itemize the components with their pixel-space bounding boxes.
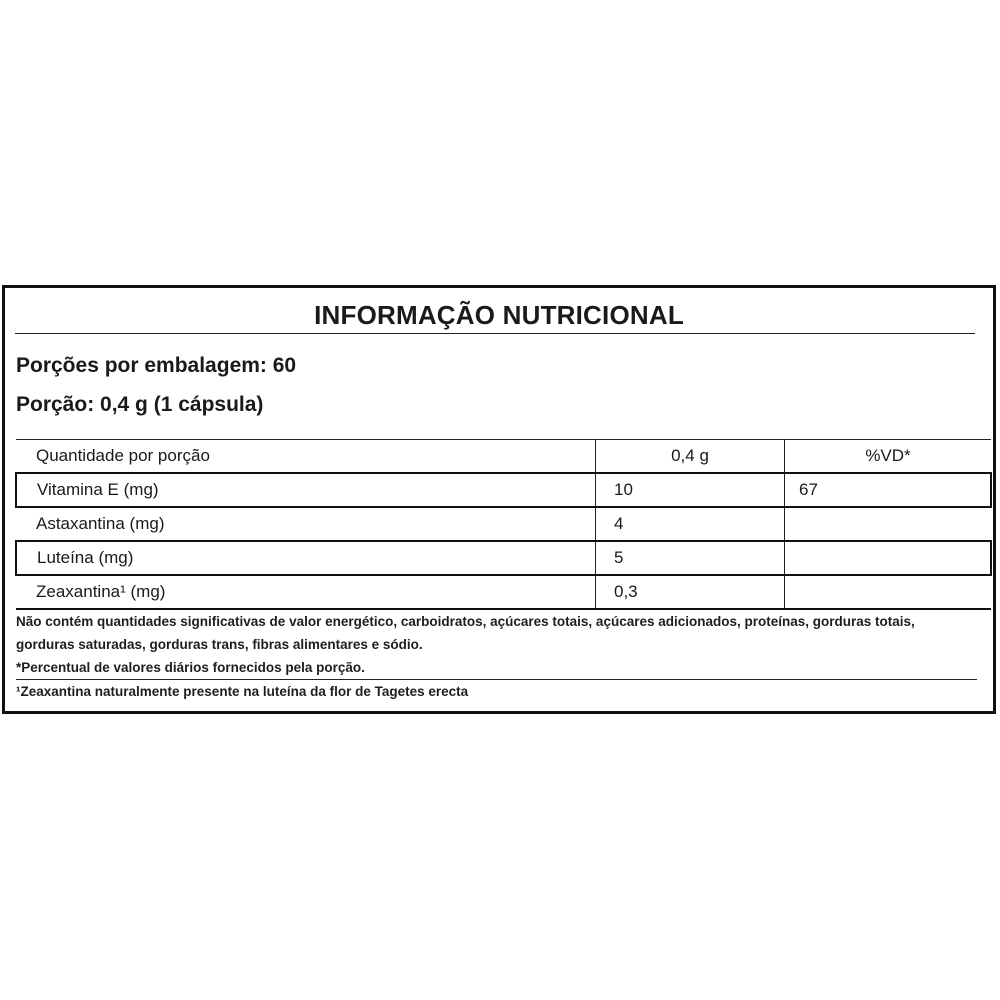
serving-size: Porção: 0,4 g (1 cápsula) [16,393,264,416]
servings-per-package: Porções por embalagem: 60 [16,354,297,377]
nutrient-dv [785,541,992,575]
nutrient-name: Vitamina E (mg) [16,473,596,507]
not-significant-note: Não contém quantidades significativas de valor energético, carboidratos, açúcares totais, açúcares adicionados, proteínas, gorduras totais, gorduras saturadas, gorduras trans, fibras alimentares e sódio. [16,614,915,652]
label-title: INFORMAÇÃO NUTRICIONAL [314,300,684,330]
nutrient-name: Zeaxantina¹ (mg) [16,575,596,609]
table-row [16,473,991,507]
table-row [16,507,991,541]
header-serving-amount: 0,4 g [596,440,785,474]
nutrient-table [15,439,992,610]
nutrient-amount: 5 [596,541,785,575]
nutrient-name: Astaxantina (mg) [16,507,596,541]
nutrient-dv [785,575,992,609]
nutrient-amount: 4 [596,507,785,541]
label-notes [16,610,977,703]
nutrient-dv [785,507,992,541]
nutrient-dv: 67 [785,473,992,507]
table-row [16,541,991,575]
zeaxanthin-footnote: ¹Zeaxantina naturalmente presente na luteína da flor de Tagetes erecta [16,684,469,699]
header-daily-value: %VD* [785,440,992,474]
header-quantity: Quantidade por porção [16,440,596,474]
nutrient-amount: 0,3 [596,575,785,609]
nutrient-amount: 10 [596,473,785,507]
title-divider [15,333,975,334]
table-header-row [16,440,991,474]
nutrition-facts-label [2,285,996,714]
daily-value-note: *Percentual de valores diários fornecidos pela porção. [16,660,365,675]
nutrient-name: Luteína (mg) [16,541,596,575]
table-row [16,575,991,609]
